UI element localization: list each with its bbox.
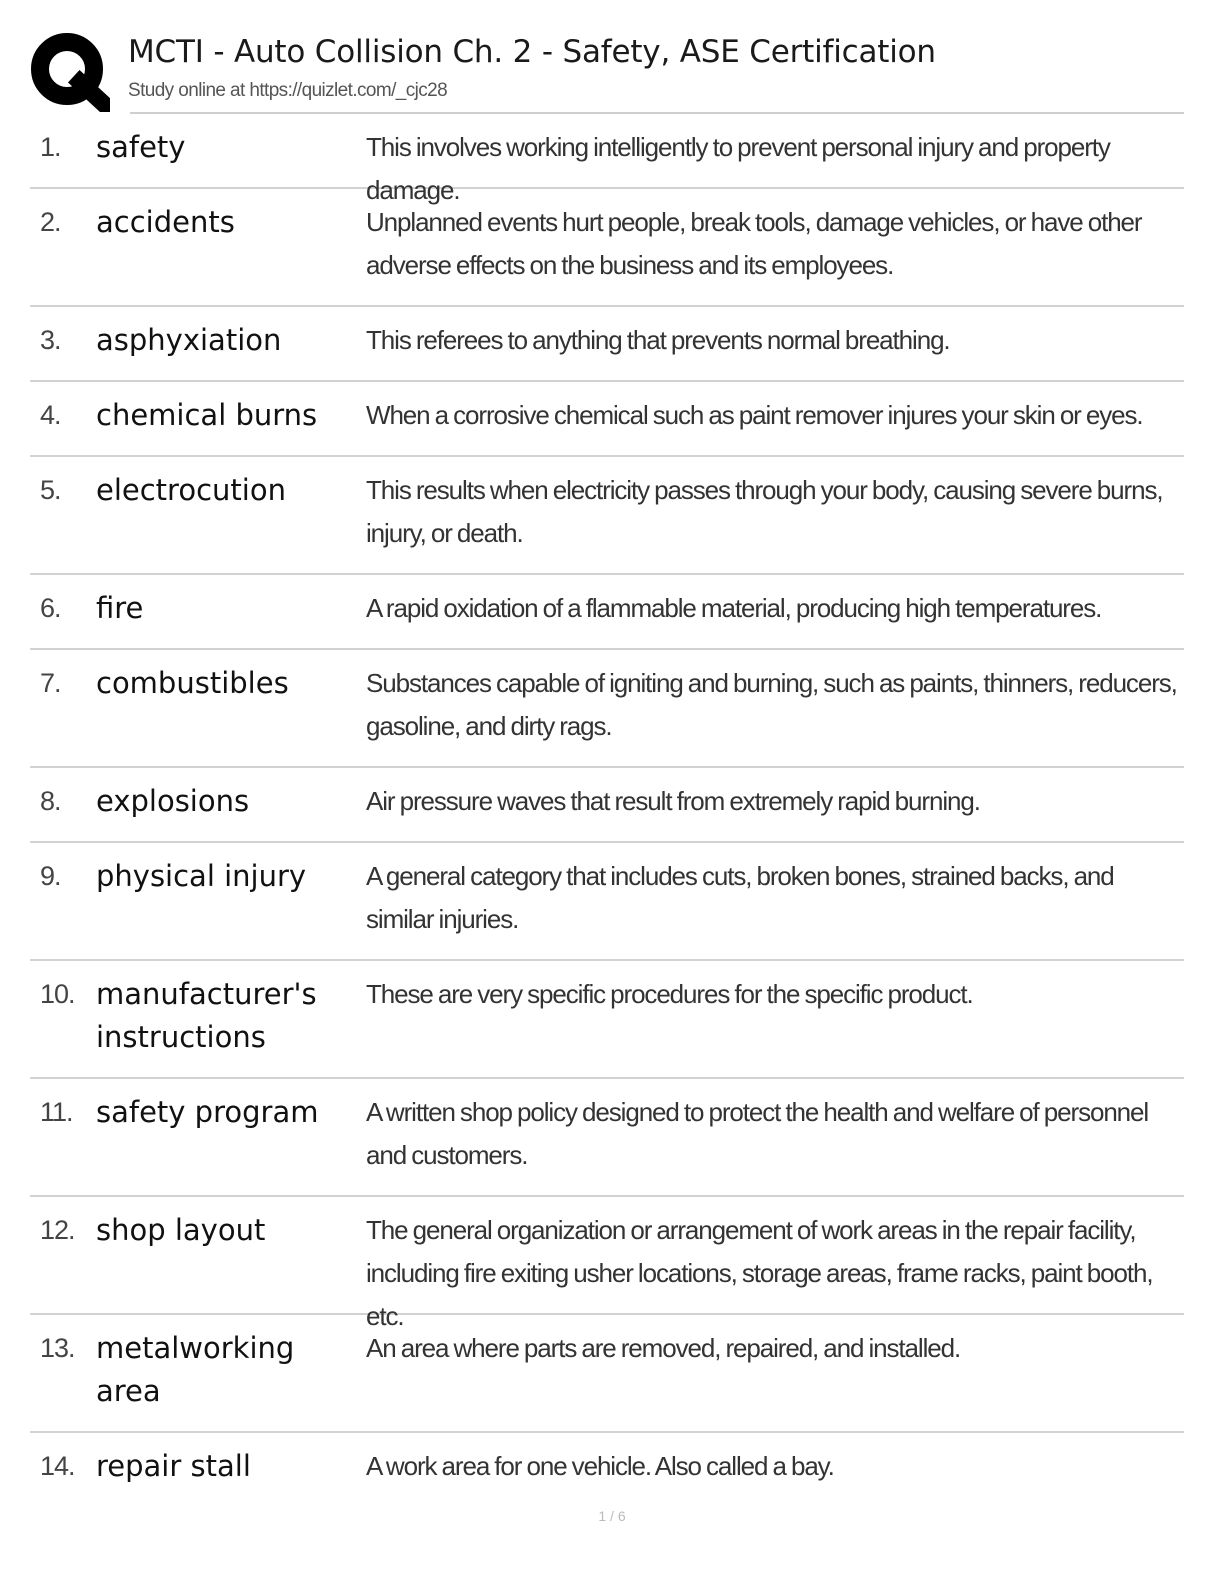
page-title: MCTI - Auto Collision Ch. 2 - Safety, ASE Certification — [128, 34, 936, 70]
card-number: 11. — [40, 1097, 73, 1127]
card-term: combustibles — [96, 666, 289, 700]
card-number: 5. — [40, 475, 61, 505]
card-definition: This involves working intelligently to prevent personal injury and property damage. — [366, 132, 1110, 205]
flashcard-row — [30, 382, 1184, 457]
card-term: safety — [96, 130, 186, 164]
card-term: shop layout — [96, 1213, 266, 1247]
flashcard-row — [30, 457, 1184, 575]
card-term: safety program — [96, 1095, 319, 1129]
card-term: asphyxiation — [96, 323, 282, 357]
card-definition: An area where parts are removed, repaired, and installed. — [366, 1333, 961, 1363]
card-number: 6. — [40, 593, 61, 623]
flashcard-row — [30, 1315, 1184, 1433]
flashcard-row — [30, 189, 1184, 307]
card-term: fire — [96, 591, 144, 625]
flashcard-row — [30, 768, 1184, 843]
flashcard-row — [30, 650, 1184, 768]
card-number: 2. — [40, 207, 61, 237]
flashcard-row — [30, 1079, 1184, 1197]
card-term: chemical burns — [96, 398, 318, 432]
flashcard-row — [30, 307, 1184, 382]
card-definition: A work area for one vehicle. Also called a bay. — [366, 1451, 834, 1481]
card-definition: A rapid oxidation of a flammable material, producing high temperatures. — [366, 593, 1102, 623]
card-term: metalworking area — [96, 1331, 295, 1408]
card-definition: Air pressure waves that result from extremely rapid burning. — [366, 786, 980, 816]
card-term: physical injury — [96, 859, 307, 893]
study-online-link[interactable]: Study online at https://quizlet.com/_cjc28 — [128, 80, 448, 101]
card-number: 9. — [40, 861, 61, 891]
flashcard-row — [30, 575, 1184, 650]
card-number: 7. — [40, 668, 61, 698]
card-number: 8. — [40, 786, 61, 816]
flashcard-row — [30, 114, 1184, 205]
card-term: repair stall — [96, 1449, 251, 1483]
card-number: 4. — [40, 400, 61, 430]
page-header — [30, 30, 1184, 112]
page-number: 1 / 6 — [598, 1508, 626, 1524]
card-term: manufacturer's instructions — [96, 977, 317, 1054]
card-definition: Substances capable of igniting and burning, such as paints, thinners, reducers, gasoline, and dirty rags. — [366, 668, 1177, 741]
flashcard-row — [30, 961, 1184, 1079]
card-definition: When a corrosive chemical such as paint remover injures your skin or eyes. — [366, 400, 1143, 430]
card-number: 12. — [40, 1215, 75, 1245]
flashcard-row — [30, 843, 1184, 961]
card-term: electrocution — [96, 473, 286, 507]
card-definition: The general organization or arrangement of work areas in the repair facility, including fire exiting usher locations, storage areas, frame racks, paint booth, etc. — [366, 1215, 1153, 1331]
flashcard-row — [30, 1433, 1184, 1508]
card-number: 3. — [40, 325, 61, 355]
card-definition: This results when electricity passes through your body, causing severe burns, injury, or death. — [366, 475, 1163, 548]
card-number: 13. — [40, 1333, 75, 1363]
flashcard-list — [30, 114, 1184, 1508]
card-definition: This referees to anything that prevents normal breathing. — [366, 325, 950, 355]
flashcard-row — [30, 1197, 1184, 1331]
card-number: 10. — [40, 979, 75, 1009]
card-term: accidents — [96, 205, 235, 239]
card-definition: A general category that includes cuts, broken bones, strained backs, and similar injuries. — [366, 861, 1114, 934]
card-term: explosions — [96, 784, 250, 818]
card-definition: These are very specific procedures for the specific product. — [366, 979, 973, 1009]
card-definition: A written shop policy designed to protect the health and welfare of personnel and customers. — [366, 1097, 1149, 1170]
card-definition: Unplanned events hurt people, break tools, damage vehicles, or have other adverse effects on the business and its employees. — [366, 207, 1142, 280]
quizlet-logo-icon — [30, 32, 110, 112]
card-number: 14. — [40, 1451, 75, 1481]
card-number: 1. — [40, 132, 61, 162]
